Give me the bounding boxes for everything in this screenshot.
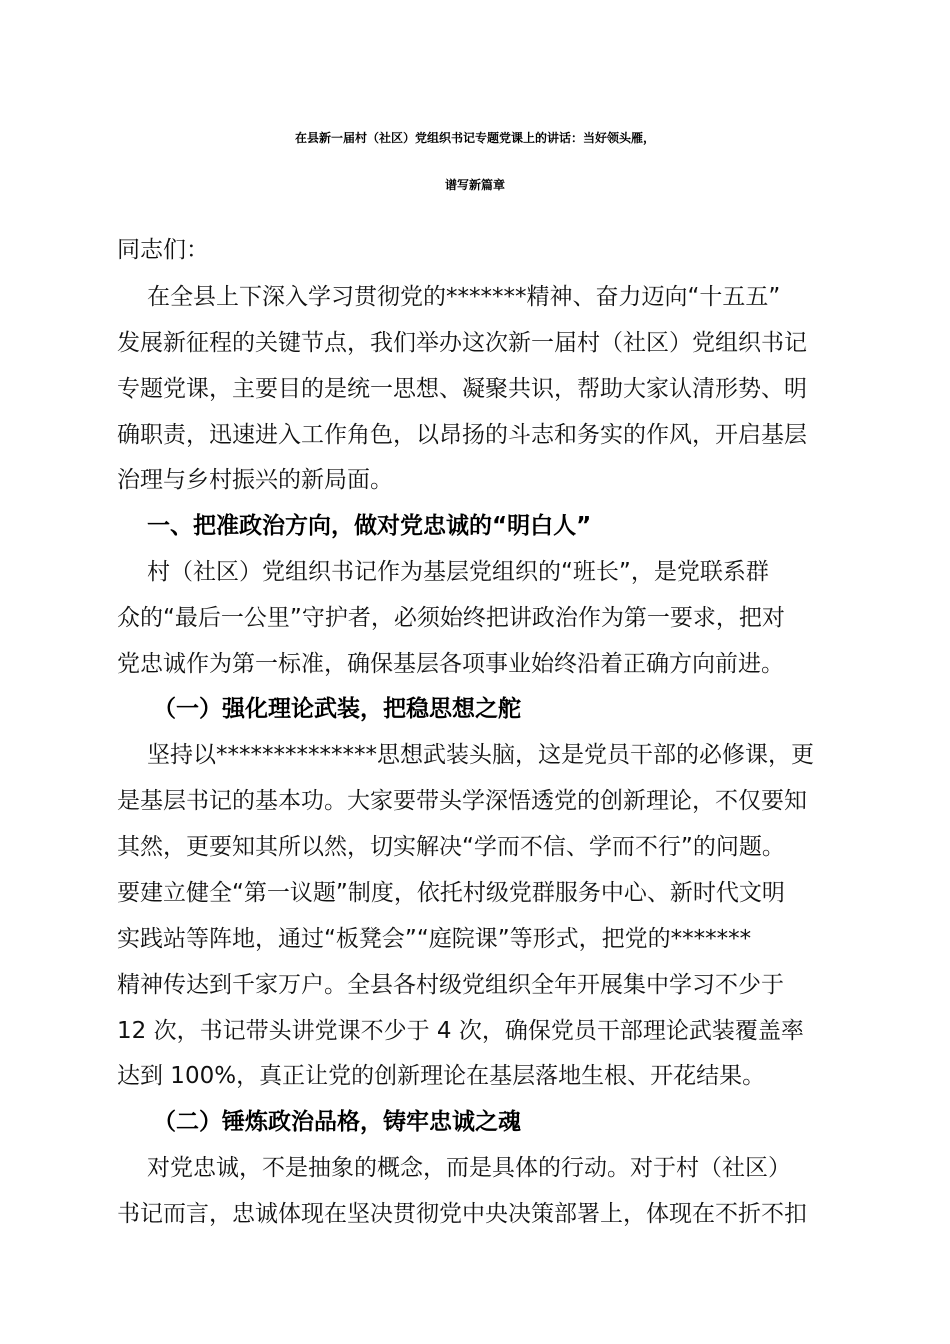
section-1-line-1: 村（社区）党组织书记作为基层党组织的“班长”，是党联系群	[147, 559, 769, 585]
subsection-1-line-8: 达到 100%，真正让党的创新理论在基层落地生根、开花结果。	[117, 1063, 766, 1089]
subsection-1-line-7: 12 次，书记带头讲党课不少于 4 次，确保党员干部理论武装覆盖率	[117, 1018, 804, 1044]
subsection-1-line-1: 坚持以**************思想武装头脑，这是党员干部的必修课，更	[147, 742, 814, 768]
subsection-1-line-6: 精神传达到千家万户。全县各村级党组织全年开展集中学习不少于	[117, 972, 784, 998]
intro-line-2: 发展新征程的关键节点，我们举办这次新一届村（社区）党组织书记	[117, 330, 807, 356]
subsection-1-line-4: 要建立健全“第一议题”制度，依托村级党群服务中心、新时代文明	[117, 880, 785, 906]
title-line-2: 谱写新篇章	[444, 178, 505, 192]
section-1-line-2: 众的“最后一公里”守护者，必须始终把讲政治作为第一要求，把对	[117, 605, 785, 631]
subsection-1-line-3: 其然，更要知其所以然，切实解决“学而不信、学而不行”的问题。	[117, 834, 785, 860]
intro-line-1: 在全县上下深入学习贯彻党的*******精神、奋力迈向“十五五”	[147, 284, 781, 310]
subsection-1-line-5: 实践站等阵地，通过“板凳会”“庭院课”等形式，把党的*******	[117, 926, 752, 952]
subsection-2-heading: （二）锤炼政治品格，铸牢忠诚之魂	[153, 1109, 521, 1135]
subsection-2-line-2: 书记而言，忠诚体现在坚决贯彻党中央决策部署上，体现在不折不扣	[117, 1201, 807, 1227]
section-1-heading: 一、把准政治方向，做对党忠诚的“明白人”	[147, 513, 592, 539]
section-1-line-3: 党忠诚作为第一标准，确保基层各项事业始终沿着正确方向前进。	[117, 651, 784, 677]
intro-line-4: 确职责，迅速进入工作角色，以昂扬的斗志和务实的作风，开启基层	[117, 422, 807, 448]
subsection-1-line-2: 是基层书记的基本功。大家要带头学深悟透党的创新理论，不仅要知	[117, 788, 807, 814]
subsection-1-heading: （一）强化理论武装，把稳思想之舵	[153, 696, 521, 722]
salutation: 同志们：	[117, 237, 209, 263]
intro-line-5: 治理与乡村振兴的新局面。	[117, 467, 393, 493]
title-line-1: 在县新一届村（社区）党组织书记专题党课上的讲话：当好领头雁，	[294, 131, 655, 145]
subsection-2-line-1: 对党忠诚，不是抽象的概念，而是具体的行动。对于村（社区）	[147, 1155, 791, 1181]
intro-line-3: 专题党课，主要目的是统一思想、凝聚共识，帮助大家认清形势、明	[117, 376, 807, 402]
